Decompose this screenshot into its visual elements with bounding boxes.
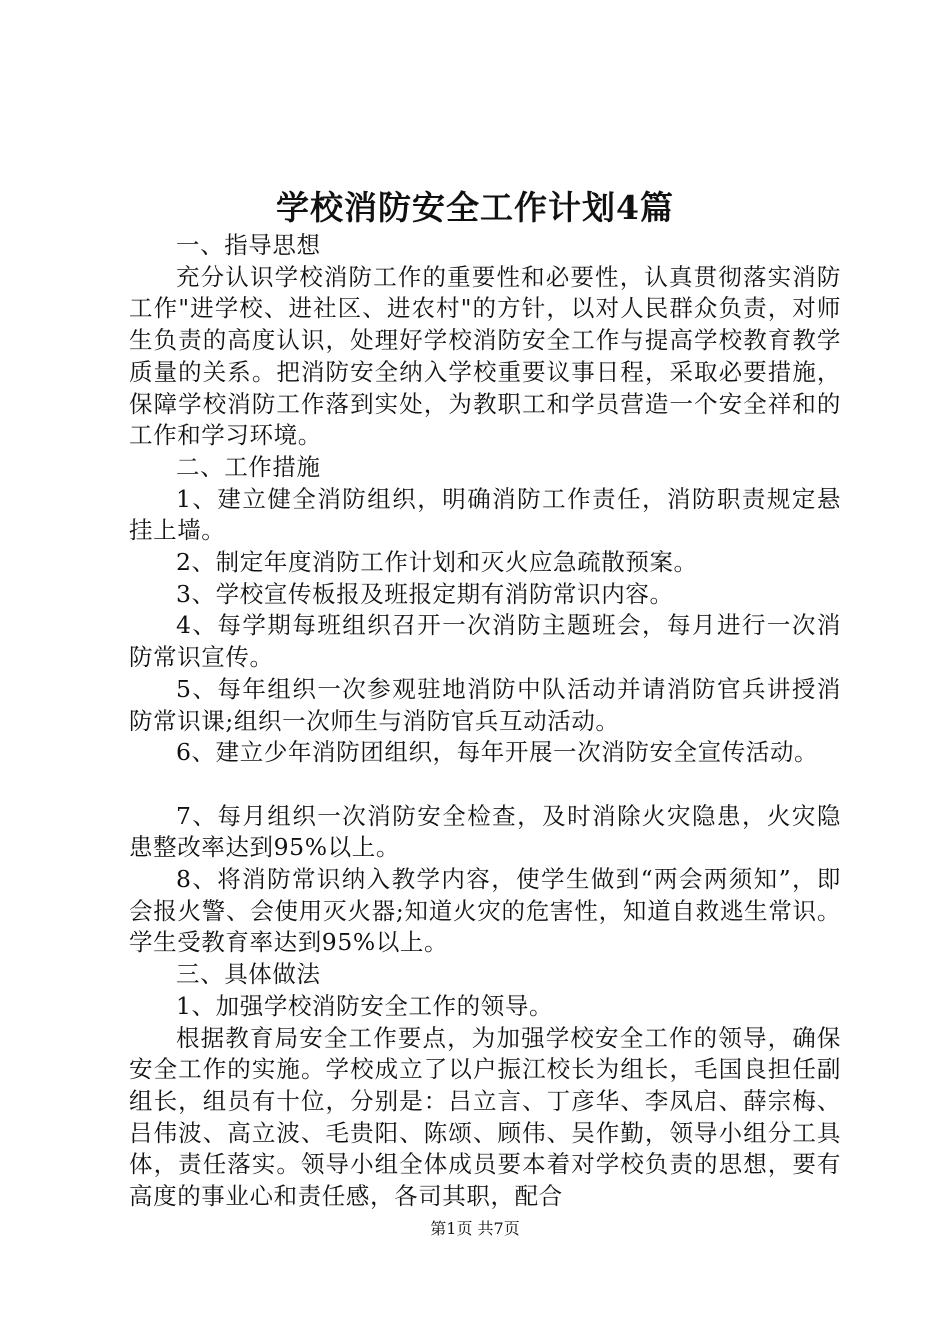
page-number-footer: 第1页 共7页	[430, 1219, 520, 1238]
body-paragraph: 充分认识学校消防工作的重要性和必要性，认真贯彻落实消防工作"进学校、进社区、进农村"的方针，以对人民群众负责，对师生负责的高度认识，处理好学校消防安全工作与提高学校教育教学质量的关系。把消防安全纳入学校重要议事日程，采取必要措施，保障学校消防工作落到实处，为教职工和学员营造一个安全祥和的工作和学习环境。	[129, 262, 841, 450]
list-item: 3、学校宣传板报及班报定期有消防常识内容。	[176, 579, 674, 608]
section-heading-specific-practices: 三、具体做法	[176, 960, 321, 989]
page-title: 学校消防安全工作计划4篇	[276, 188, 674, 227]
list-item: 1、建立健全消防组织，明确消防工作责任，消防职责规定悬挂上墙。	[129, 484, 841, 545]
section-heading-work-measures: 二、工作措施	[176, 452, 321, 481]
list-item: 5、每年组织一次参观驻地消防中队活动并请消防官兵讲授消防常识课;组织一次师生与消防官兵互动活动。	[129, 674, 841, 735]
document-body	[129, 230, 841, 1213]
blank-line	[129, 769, 841, 801]
section-heading-guiding-ideology: 一、指导思想	[176, 231, 321, 259]
list-item: 7、每月组织一次消防安全检查，及时消除火灾隐患，火灾隐患整改率达到95%以上。	[129, 801, 841, 862]
list-item: 8、将消防常识纳入教学内容，使学生做到“两会两须知”，即会报火警、会使用灭火器;知道火灾的危害性，知道自救逃生常识。学生受教育率达到95%以上。	[129, 865, 841, 957]
list-item: 2、制定年度消防工作计划和灭火应急疏散预案。	[176, 548, 698, 577]
body-paragraph: 根据教育局安全工作要点，为加强学校安全工作的领导，确保安全工作的实施。学校成立了以户振江校长为组长，毛国良担任副组长，组员有十位，分别是：吕立言、丁彦华、李凤启、薛宗梅、吕伟波、高立波、毛贵阳、陈颂、顾伟、吴作勤，领导小组分工具体，责任落实。领导小组全体成员要本着对学校负责的思想，要有高度的事业心和责任感，各司其职，配合	[129, 1023, 841, 1211]
list-item: 1、加强学校消防安全工作的领导。	[176, 991, 554, 1020]
list-item: 6、建立少年消防团组织，每年开展一次消防安全宣传活动。	[176, 738, 819, 767]
list-item: 4、每学期每班组织召开一次消防主题班会，每月进行一次消防常识宣传。	[129, 611, 841, 672]
